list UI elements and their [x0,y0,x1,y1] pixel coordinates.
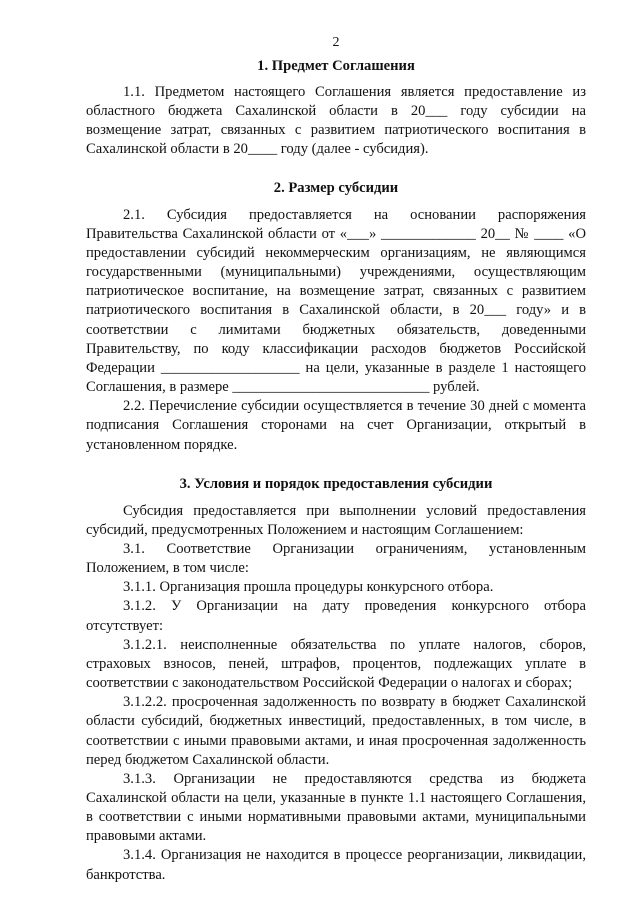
section-amount [86,180,586,455]
section-conditions [86,476,586,885]
paragraph: 2.1. Субсидия предоставляется на основании распоряжения Правительства Сахалинской области от «___» _____________ 20__ № ____ «О предоставлении субсидий некоммерческим организациям, не являющимся государственными (муниципальными) учреждениями, осуществляющим патриотическое воспитание, на возмещение затрат, связанных с развитием патриотического воспитания в Сахалинской области, в 20___ году» и в соответствии с лимитами бюджетных обязательств, доведенными Правительству, по коду классификации расходов бюджетов Российской Федерации ___________________ на цели, указанные в разделе 1 настоящего Соглашения, в размере ___________________________ рублей. [86,206,586,396]
paragraph: 2.2. Перечисление субсидии осуществляется в течение 30 дней с момента подписания Соглашения сторонами на счет Организации, открытый в установленном порядке. [86,398,586,453]
paragraph: 3.1.2. У Организации на дату проведения конкурсного отбора отсутствует: [86,598,586,634]
paragraph: 3.1.3. Организации не предоставляются средства из бюджета Сахалинской области на цели, указанные в пункте 1.1 настоящего Соглашения, в соответствии с иными нормативными правовыми актами, муниципальными правовыми актами. [86,770,586,845]
page-number: 2 [332,35,340,50]
paragraph: 3.1.4. Организация не находится в процессе реорганизации, ликвидации, банкротства. [86,847,586,883]
paragraph: 3.1.2.2. просроченная задолженность по возврату в бюджет Сахалинской области субсидий, бюджетных инвестиций, предоставленных, в том числе, в соответствии с иными правовыми актами, и иная просроченная задолженность перед бюджетом Сахалинской области. [86,694,586,768]
paragraph: 3.1.2.1. неисполненные обязательства по уплате налогов, сборов, страховых взносов, пеней, штрафов, процентов, подлежащих уплате в соответствии с законодательством Российской Федерации о налогах и сборах; [86,636,586,692]
paragraph: Субсидия предоставляется при выполнении условий предоставления субсидий, предусмотренных Положением и настоящим Соглашением: [86,502,586,538]
section-heading: 2. Размер субсидии [273,179,399,196]
paragraph: 3.1. Соответствие Организации ограничениям, установленным Положением, в том числе: [86,540,586,577]
paragraph: 3.1.1. Организация прошла процедуры конкурсного отбора. [123,579,494,596]
section-heading: 3. Условия и порядок предоставления субсидии [179,475,493,492]
section-subject [86,58,586,160]
paragraph: 1.1. Предметом настоящего Соглашения является предоставление из областного бюджета Сахалинской области в 20___ году субсидии на возмещение затрат, связанных с развитием патриотического воспитания в Сахалинской области в 20____ году (далее - субсидия). [86,84,586,158]
section-heading: 1. Предмет Соглашения [257,58,415,74]
